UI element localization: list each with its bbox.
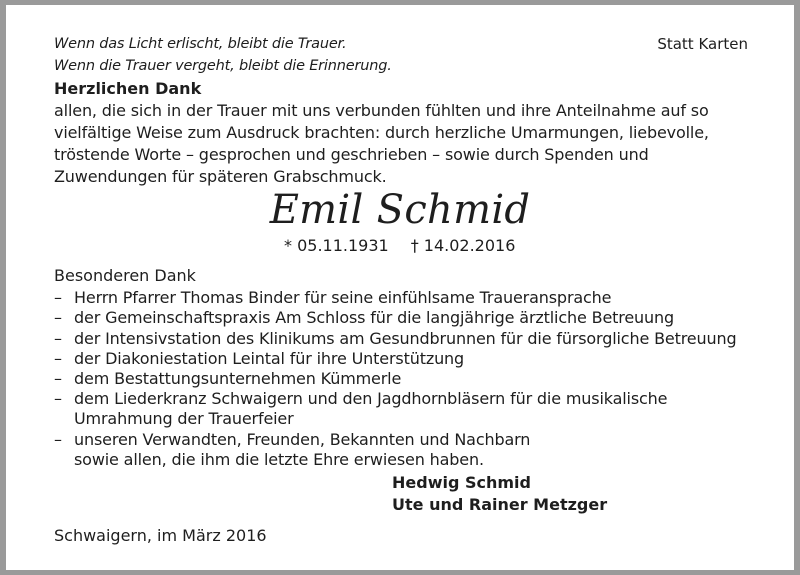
- special-thanks-item: [54, 368, 401, 390]
- signature-line-1: Hedwig Schmid: [392, 473, 531, 492]
- item-text: unseren Verwandten, Freunden, Bekannten und Nachbarn: [74, 430, 531, 449]
- item-text: der Diakoniestation Leintal für ihre Unterstützung: [74, 349, 465, 368]
- thanks-line-4: Zuwendungen für späteren Grabschmuck.: [54, 167, 387, 186]
- thanks-line-1: allen, die sich in der Trauer mit uns verbunden fühlten und ihre Anteilnahme auf so: [54, 101, 709, 120]
- place-and-date: Schwaigern, im März 2016: [54, 526, 267, 545]
- thanks-heading: Herzlichen Dank: [54, 79, 202, 98]
- signature-line-2: Ute und Rainer Metzger: [392, 495, 608, 514]
- special-thanks-heading: Besonderen Dank: [54, 266, 196, 285]
- dash-marker: –: [54, 369, 62, 388]
- obituary-card: [6, 5, 794, 570]
- quote-line-1: Wenn das Licht erlischt, bleibt die Trauer.: [54, 36, 347, 52]
- special-thanks-item: [54, 307, 674, 329]
- dash-marker: –: [54, 389, 62, 408]
- item-text: dem Liederkranz Schwaigern und den Jagdhornbläsern für die musikalische: [74, 389, 668, 408]
- special-thanks-item: [54, 328, 736, 350]
- dash-marker: –: [54, 329, 62, 348]
- special-thanks-item: [54, 287, 611, 309]
- thanks-line-3: tröstende Worte – gesprochen und geschrieben – sowie durch Spenden und: [54, 145, 649, 164]
- special-thanks-item: [54, 348, 464, 370]
- death-date: † 14.02.2016: [410, 236, 516, 255]
- dash-marker: –: [54, 308, 62, 327]
- special-thanks-item: [54, 388, 667, 410]
- item-text: der Intensivstation des Klinikums am Gesundbrunnen für die fürsorgliche Betreuung: [74, 329, 737, 348]
- life-dates: [284, 235, 515, 257]
- special-thanks-item: [54, 429, 530, 451]
- birth-date: * 05.11.1931: [284, 236, 389, 255]
- thanks-line-2: vielfältige Weise zum Ausdruck brachten: durch herzliche Umarmungen, liebevolle,: [54, 123, 709, 142]
- item-text: Herrn Pfarrer Thomas Binder für seine einfühlsame Traueransprache: [74, 288, 612, 307]
- dash-marker: –: [54, 288, 62, 307]
- item-text: dem Bestattungsunternehmen Kümmerle: [74, 369, 402, 388]
- dash-marker: –: [54, 349, 62, 368]
- special-thanks-item-continuation: Umrahmung der Trauerfeier: [74, 409, 294, 428]
- dash-marker: –: [54, 430, 62, 449]
- deceased-name: Emil Schmid: [269, 187, 531, 233]
- statt-karten-label: Statt Karten: [657, 35, 748, 53]
- item-text: der Gemeinschaftspraxis Am Schloss für die langjährige ärztliche Betreuung: [74, 308, 675, 327]
- quote-line-2: Wenn die Trauer vergeht, bleibt die Erinnerung.: [54, 58, 392, 74]
- special-thanks-closing: sowie allen, die ihm die letzte Ehre erwiesen haben.: [74, 450, 484, 469]
